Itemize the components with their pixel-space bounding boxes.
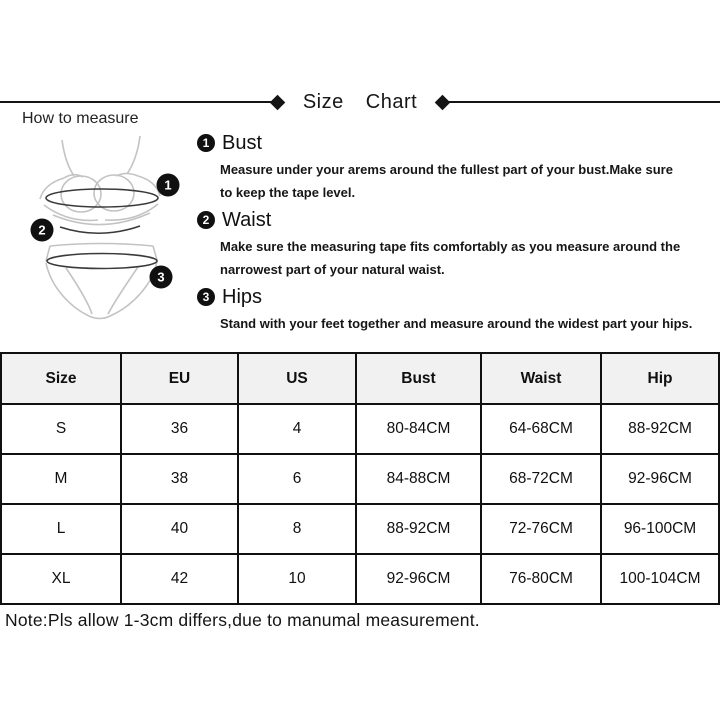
cell-eu: 36 [121, 404, 238, 454]
bust-measure-line [46, 189, 158, 207]
cell-waist: 72-76CM [481, 504, 601, 554]
cell-us: 4 [238, 404, 356, 454]
instruction-waist-heading [197, 207, 712, 233]
description-line: Stand with your feet together and measure around the widest part your hips. [220, 316, 693, 331]
instruction-hips-heading [197, 284, 712, 310]
instruction-waist-title: Waist [222, 208, 272, 231]
bikini-bottom-drawing [46, 244, 157, 319]
measurement-illustration [8, 127, 208, 337]
instruction-hips-title: Hips [222, 285, 263, 308]
marker-1-number: 1 [164, 177, 172, 193]
description-line: narrowest part of your natural waist. [220, 261, 445, 277]
description-line: Measure under your arems around the fullest part of your bust.Make sure [220, 162, 673, 177]
column-header-us: US [238, 353, 356, 404]
number-2-icon: 2 [197, 211, 215, 229]
instruction-bust [197, 130, 712, 204]
bikini-top-drawing [40, 136, 160, 225]
number-3-icon: 3 [197, 288, 215, 306]
cell-size: XL [1, 554, 121, 604]
table-row [1, 504, 719, 554]
title-rule-right [448, 101, 720, 103]
table-row [1, 404, 719, 454]
instruction-bust-title: Bust [222, 131, 263, 154]
description-line: Make sure the measuring tape fits comfortably as you measure around the [220, 239, 681, 254]
cell-us: 8 [238, 504, 356, 554]
cell-bust: 80-84CM [356, 404, 481, 454]
instruction-waist-description [220, 236, 712, 281]
table-row [1, 554, 719, 604]
hip-measure-line [47, 254, 157, 269]
instruction-hips [197, 284, 712, 336]
cell-waist: 68-72CM [481, 454, 601, 504]
page-title: Size Chart [302, 90, 418, 113]
cell-us: 6 [238, 454, 356, 504]
column-header-waist: Waist [481, 353, 601, 404]
cell-waist: 64-68CM [481, 404, 601, 454]
how-to-measure-heading: How to measure [22, 110, 139, 127]
column-header-size: Size [1, 353, 121, 404]
marker-2-number: 2 [38, 222, 46, 238]
column-header-bust: Bust [356, 353, 481, 404]
cell-hip: 88-92CM [601, 404, 719, 454]
cell-eu: 38 [121, 454, 238, 504]
instruction-waist [197, 207, 712, 281]
instruction-hips-description [220, 313, 712, 336]
cell-bust: 92-96CM [356, 554, 481, 604]
diamond-icon [270, 94, 286, 110]
cell-hip: 96-100CM [601, 504, 719, 554]
size-chart-table [0, 352, 720, 605]
cell-eu: 42 [121, 554, 238, 604]
cell-bust: 88-92CM [356, 504, 481, 554]
waist-measure-line [60, 226, 140, 233]
instruction-bust-heading [197, 130, 712, 156]
cell-waist: 76-80CM [481, 554, 601, 604]
marker-3-number: 3 [157, 269, 165, 285]
title-rule-left [0, 101, 272, 103]
cell-eu: 40 [121, 504, 238, 554]
cell-us: 10 [238, 554, 356, 604]
cell-bust: 84-88CM [356, 454, 481, 504]
column-header-hip: Hip [601, 353, 719, 404]
instruction-bust-description [220, 159, 712, 204]
measurement-note: Note:Pls allow 1-3cm differs,due to manumal measurement. [5, 610, 480, 630]
table-row [1, 454, 719, 504]
cell-size: L [1, 504, 121, 554]
cell-size: M [1, 454, 121, 504]
cell-size: S [1, 404, 121, 454]
table-header-row [1, 353, 719, 404]
diamond-icon [435, 94, 451, 110]
description-line: to keep the tape level. [220, 184, 356, 200]
number-1-icon: 1 [197, 134, 215, 152]
column-header-eu: EU [121, 353, 238, 404]
cell-hip: 100-104CM [601, 554, 719, 604]
cell-hip: 92-96CM [601, 454, 719, 504]
